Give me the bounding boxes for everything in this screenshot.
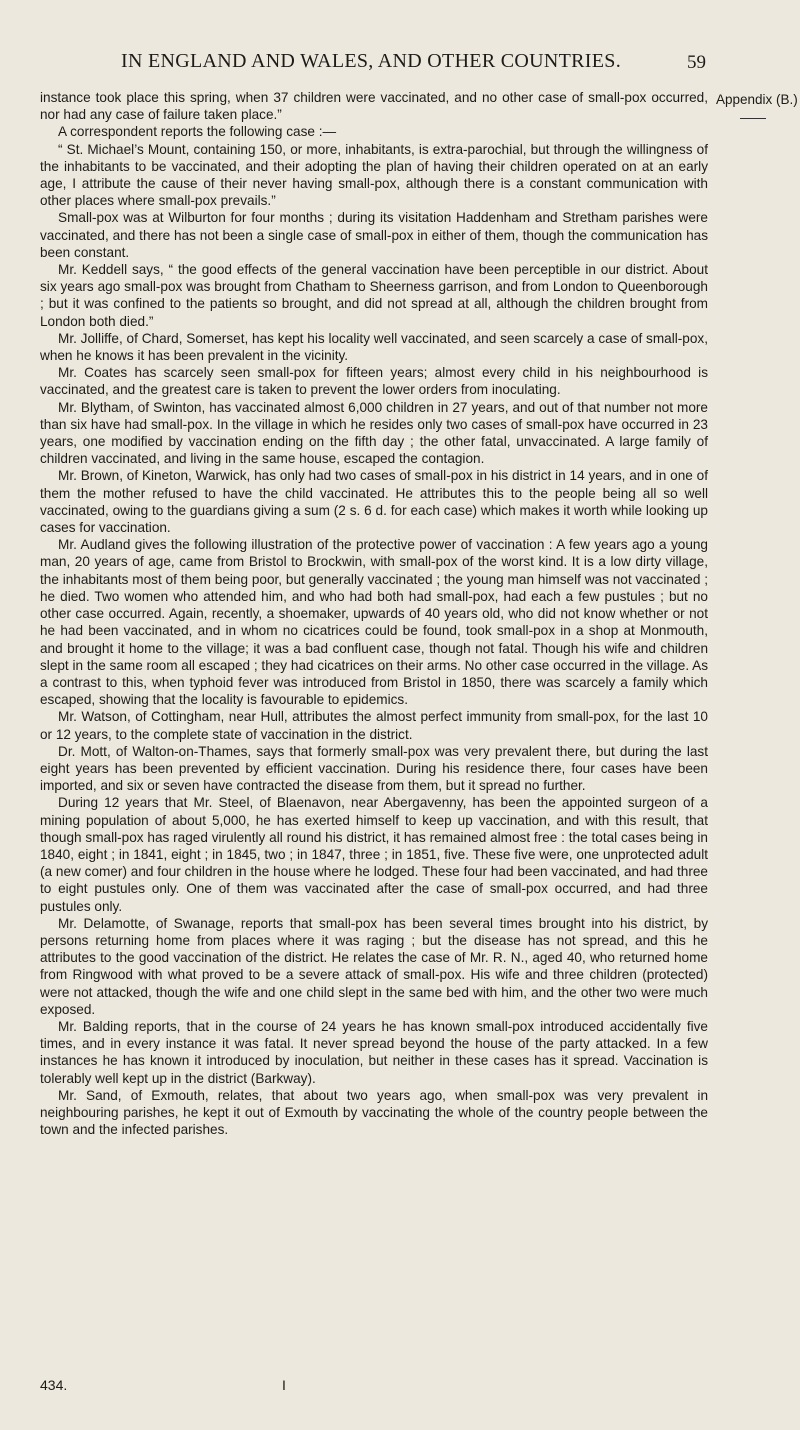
paragraph: Mr. Sand, of Exmouth, relates, that about two years ago, when small-pox was very prevalent in neighbouring parishes, he kept it out of Exmouth by vaccinating the whole of the country people between the town and the infected parishes. (40, 1087, 708, 1138)
page-footer (40, 1377, 440, 1401)
paragraph: instance took place this spring, when 37 children were vaccinated, and no other case of small-pox occurred, nor had any case of failure taken place.” (40, 90, 708, 123)
paragraph: Mr. Jolliffe, of Chard, Somerset, has kept his locality well vaccinated, and seen scarcely a case of small-pox, when he knows it has been prevalent in the vicinity. (40, 330, 708, 364)
page-header (76, 50, 706, 80)
paragraph: Small-pox was at Wilburton for four months ; during its visitation Haddenham and Stretham parishes were vaccinated, and there has not been a single case of small-pox in either of them, though the communication has been constant. (40, 210, 708, 260)
signature-mark: I (282, 1377, 286, 1393)
running-head: IN ENGLAND AND WALES, AND OTHER COUNTRIES. (121, 50, 621, 72)
paragraph: Mr. Blytham, of Swinton, has vaccinated almost 6,000 children in 27 years, and out of that number not more than six have had small-pox. In the village in which he resides only two cases of small-pox have occurred in 23 years, one modified by vaccination ending on the fifth day ; the other fatal, unvaccinated. A large family of children vaccinated, and living in the same house, escaped the contagion. (40, 399, 708, 467)
document-code: 434. (40, 1377, 68, 1393)
paragraph: “ St. Michael’s Mount, containing 150, or more, inhabitants, is extra-parochial, but through the willingness of the inhabitants to be vaccinated, and their adopting the plan of having their children operated on at an early age, I attribute the cause of their never having small-pox, although there is a constant communication with other places where small-pox prevails.” (40, 141, 708, 209)
margin-note (716, 92, 800, 119)
body-text (40, 89, 708, 1138)
paragraph: Mr. Watson, of Cottingham, near Hull, attributes the almost perfect immunity from small-pox, for the last 10 or 12 years, to the complete state of vaccination in the district. (40, 709, 708, 742)
paragraph: During 12 years that Mr. Steel, of Blaenavon, near Abergavenny, has been the appointed surgeon of a mining population of about 5,000, he has exerted himself to keep up vaccination, and with this result, that though small-pox has raged virulently all round his district, it has remained almost free : the total cases being in 1840, eight ; in 1841, eight ; in 1845, two ; in 1847, three ; in 1851, five. These five were, one unprotected adult (a new comer) and four children in the house where he lodged. These four had been vaccinated, and had three to eight pustules only. One of them was vaccinated after the case of small-pox occurred, and had three pustules only. (40, 795, 708, 914)
paragraph: Mr. Keddell says, “ the good effects of the general vaccination have been perceptible in our district. About six years ago small-pox was brought from Chatham to Sheerness garrison, and from London to Queenborough ; but it was confined to the patients so brought, and did not spread at all, although the children brought from London both died.” (40, 262, 708, 329)
paragraph: Mr. Delamotte, of Swanage, reports that small-pox has been several times brought into his district, by persons returning home from places where it was raging ; but the disease has not spread, and this he attributes to the good vaccination of the district. He relates the case of Mr. R. N., aged 40, who returned home from Ringwood with what proved to be a severe attack of small-pox. His wife and three children (protected) were not attacked, though the wife and one child slept in the same bed with him, and the other two were much exposed. (40, 915, 708, 1017)
margin-rule (740, 118, 766, 119)
paragraph: Mr. Coates has scarcely seen small-pox for fifteen years; almost every child in his neighbourhood is vaccinated, and the greatest care is taken to prevent the lower orders from inoculating. (40, 365, 708, 398)
paragraph: Dr. Mott, of Walton-on-Thames, says that formerly small-pox was very prevalent there, but during the last eight years has been prevented by efficient vaccination. During his residence there, four cases have been imported, and six or seven have contracted the disease from them, but it spread no further. (40, 743, 708, 794)
paragraph: Mr. Balding reports, that in the course of 24 years he has known small-pox introduced accidentally five times, and in every instance it was fatal. It never spread beyond the house of the party attacked. In a few instances he has known it introduced by inoculation, but neither in these cases has it spread. Vaccination is tolerably well kept up in the district (Barkway). (40, 1018, 708, 1086)
page-number: 59 (687, 52, 706, 73)
paragraph: A correspondent reports the following case :— (58, 124, 337, 140)
paragraph: Mr. Brown, of Kineton, Warwick, has only had two cases of small-pox in his district in 14 years, and in one of them the mother refused to have the child vaccinated. He attributes this to the people being all so well vaccinated, owing to the guardians giving a sum (2 s. 6 d. for each case) which makes it worth while looking up cases for vaccination. (40, 468, 708, 536)
paragraph: Mr. Audland gives the following illustration of the protective power of vaccination : A few years ago a young man, 20 years of age, came from Bristol to Brockwin, with small-pox of the worst kind. It is a low dirty village, the inhabitants most of them being poor, but generally vaccinated ; the young man himself was not vaccinated ; he died. Two women who attended him, and who had both had small-pox, had each a few pustules ; but no other case occurred. Again, recently, a shoemaker, upwards of 40 years old, who did not know whether or not he had been vaccinated, and in whom no cicatrices could be found, took small-pox in a shop at Monmouth, and brought it home to the village; it was a bad confluent case, though not fatal. Though his wife and children slept in the same room all escaped ; they had cicatrices on their arms. No other case occurred in the village. As a contrast to this, when typhoid fever was introduced from Bristol in 1850, there was scarcely a family which escaped, showing that the locality is favourable to epidemics. (40, 537, 708, 708)
appendix-label: Appendix (B.) (716, 92, 798, 107)
